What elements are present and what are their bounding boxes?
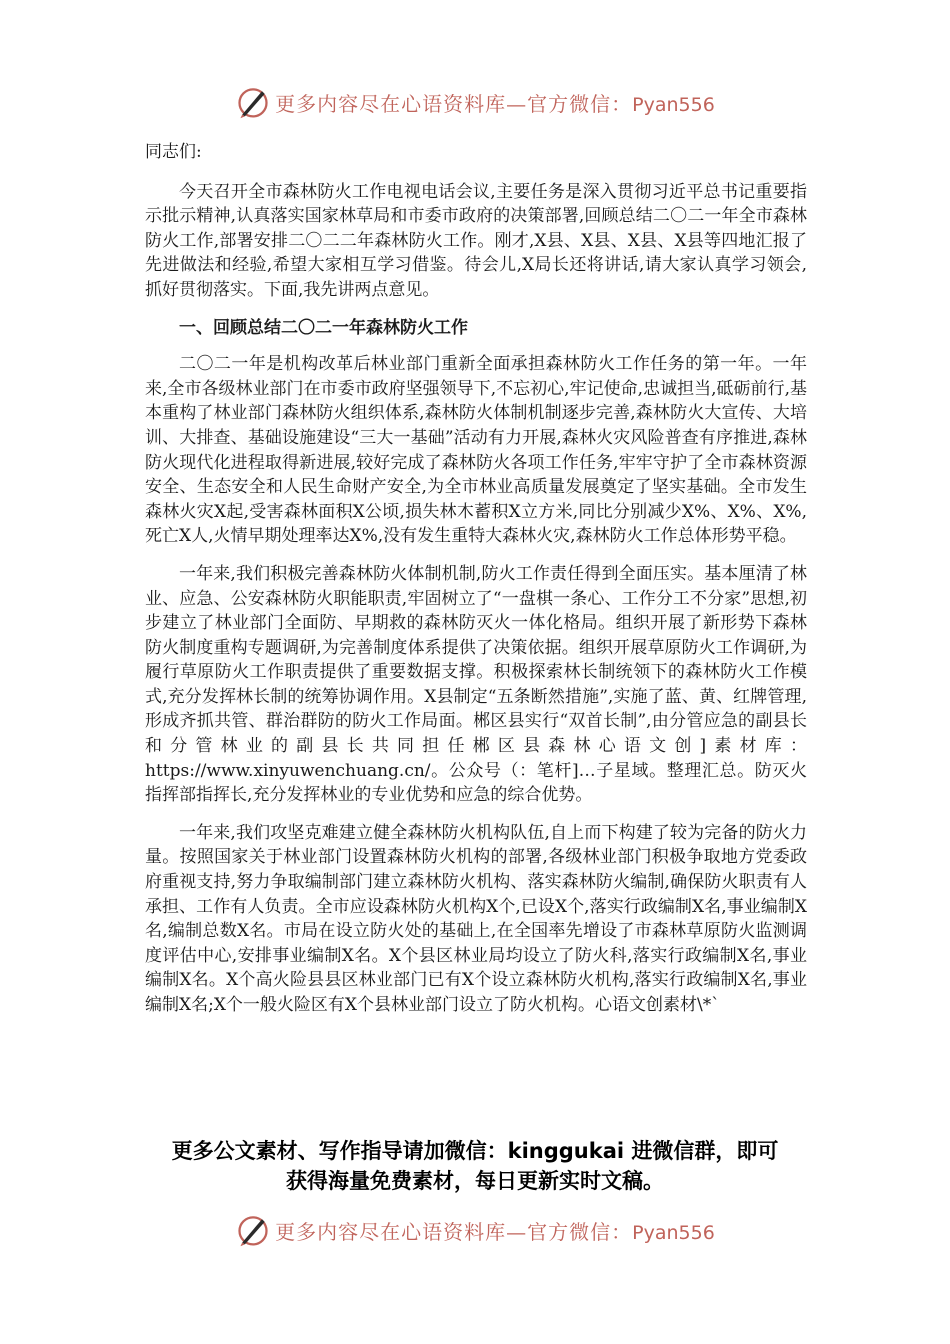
promo-line: 更多公文素材、写作指导请加微信：kinggukai 进微信群，即可 [171, 1139, 779, 1163]
header-banner [0, 82, 950, 122]
banner-wechat-id: Pyan556 [632, 1221, 715, 1244]
section-heading: 一、回顾总结二〇二一年森林防火工作 [179, 317, 468, 338]
pen-logo-icon [235, 1212, 271, 1248]
banner-text: 更多内容尽在心语资料库—官方微信：Pyan556 [275, 1219, 715, 1244]
banner-text: 更多内容尽在心语资料库—官方微信：Pyan556 [275, 91, 715, 116]
pen-logo-icon [235, 84, 271, 120]
body-paragraph: 一年来,我们积极完善森林防火体制机制,防火工作责任得到全面压实。基本厘清了林业、应急、公安森林防火职能职责,牢固树立了“一盘棋一条心、工作分工不分家”思想,初步建立了林业部门全面防、早期救的森林防灭火一体化格局。组织开展了新形势下森林防火制度重构专题调研,为完善制度体系提供了决策依据。组织开展草原防火工作调研,为履行草原防火工作职责提供了重要数据支撑。积极探索林长制统领下的森林防火工作模式,充分发挥林长制的统筹协调作用。X县制定“五条断然措施”,实施了蓝、黄、红牌管理,形成齐抓共管、群治群防的防火工作局面。郴区县实行“双首长制”,由分管应急的副县长和分管林业的副县长共同担任郴区县森林心语文创]素材库：https://www.xinyuwenchuang.cn/。公众号（：笔杆]…子星域。整理汇总。防灭火指挥部指挥长,充分发挥林业的专业优势和应急的综合优势。 [145, 563, 807, 806]
salutation: 同志们: [145, 142, 202, 162]
document-body [145, 140, 807, 1031]
promo-line: 获得海量免费素材，每日更新实时文稿。 [286, 1169, 664, 1193]
body-paragraph: 二〇二一年是机构改革后林业部门重新全面承担森林防火工作任务的第一年。一年来,全市各级林业部门在市委市政府坚强领导下,不忘初心,牢记使命,忠诚担当,砥砺前行,基本重构了林业部门森林防火组织体系,森林防火体制机制逐步完善,森林防火大宣传、大培训、大排查、基础设施建设“三大一基础”活动有力开展,森林火灾风险普查有序推进,森林防火现代化进程取得新进展,较好完成了森林防火各项工作任务,牢牢守护了全市森林资源安全、生态安全和人民生命财产安全,为全市林业高质量发展奠定了坚实基础。全市发生森林火灾X起,受害森林面积X公顷,损失林木蓄积X立方米,同比分别减少X%、X%、X%,死亡X人,火情早期处理率达X%,没有发生重特大森林火灾,森林防火工作总体形势平稳。 [145, 354, 807, 547]
banner-wechat-id: Pyan556 [632, 93, 715, 116]
promo-notice [100, 1136, 850, 1196]
intro-paragraph: 今天召开全市森林防火工作电视电话会议,主要任务是深入贯彻习近平总书记重要指示批示精神,认真落实国家林草局和市委市政府的决策部署,回顾总结二〇二一年全市森林防火工作,部署安排二〇二二年森林防火工作。刚才,X县、X县、X县、X县等四地汇报了先进做法和经验,希望大家相互学习借鉴。待会儿,X局长还将讲话,请大家认真学习领会,抓好贯彻落实。下面,我先讲两点意见。 [145, 181, 807, 300]
body-paragraph: 一年来,我们攻坚克难建立健全森林防火机构队伍,自上而下构建了较为完备的防火力量。按照国家关于林业部门设置森林防火机构的部署,各级林业部门积极争取地方党委政府重视支持,努力争取编制部门建立森林防火机构、落实森林防火编制,确保防火职责有人承担、工作有人负责。全市应设森林防火机构X个,已设X个,落实行政编制X名,事业编制X名,编制总数X名。市局在设立防火处的基础上,在全国率先增设了市森林草原防火监测调度评估中心,安排事业编制X名。X个县区林业局均设立了防火科,落实行政编制X名,事业编制X名。X个高火险县县区林业部门已有X个设立森林防火机构,落实行政编制X名,事业编制X名;X个一般火险区有X个县林业部门设立了防火机构。心语文创素材\*` [145, 822, 807, 1015]
footer-banner [0, 1210, 950, 1250]
